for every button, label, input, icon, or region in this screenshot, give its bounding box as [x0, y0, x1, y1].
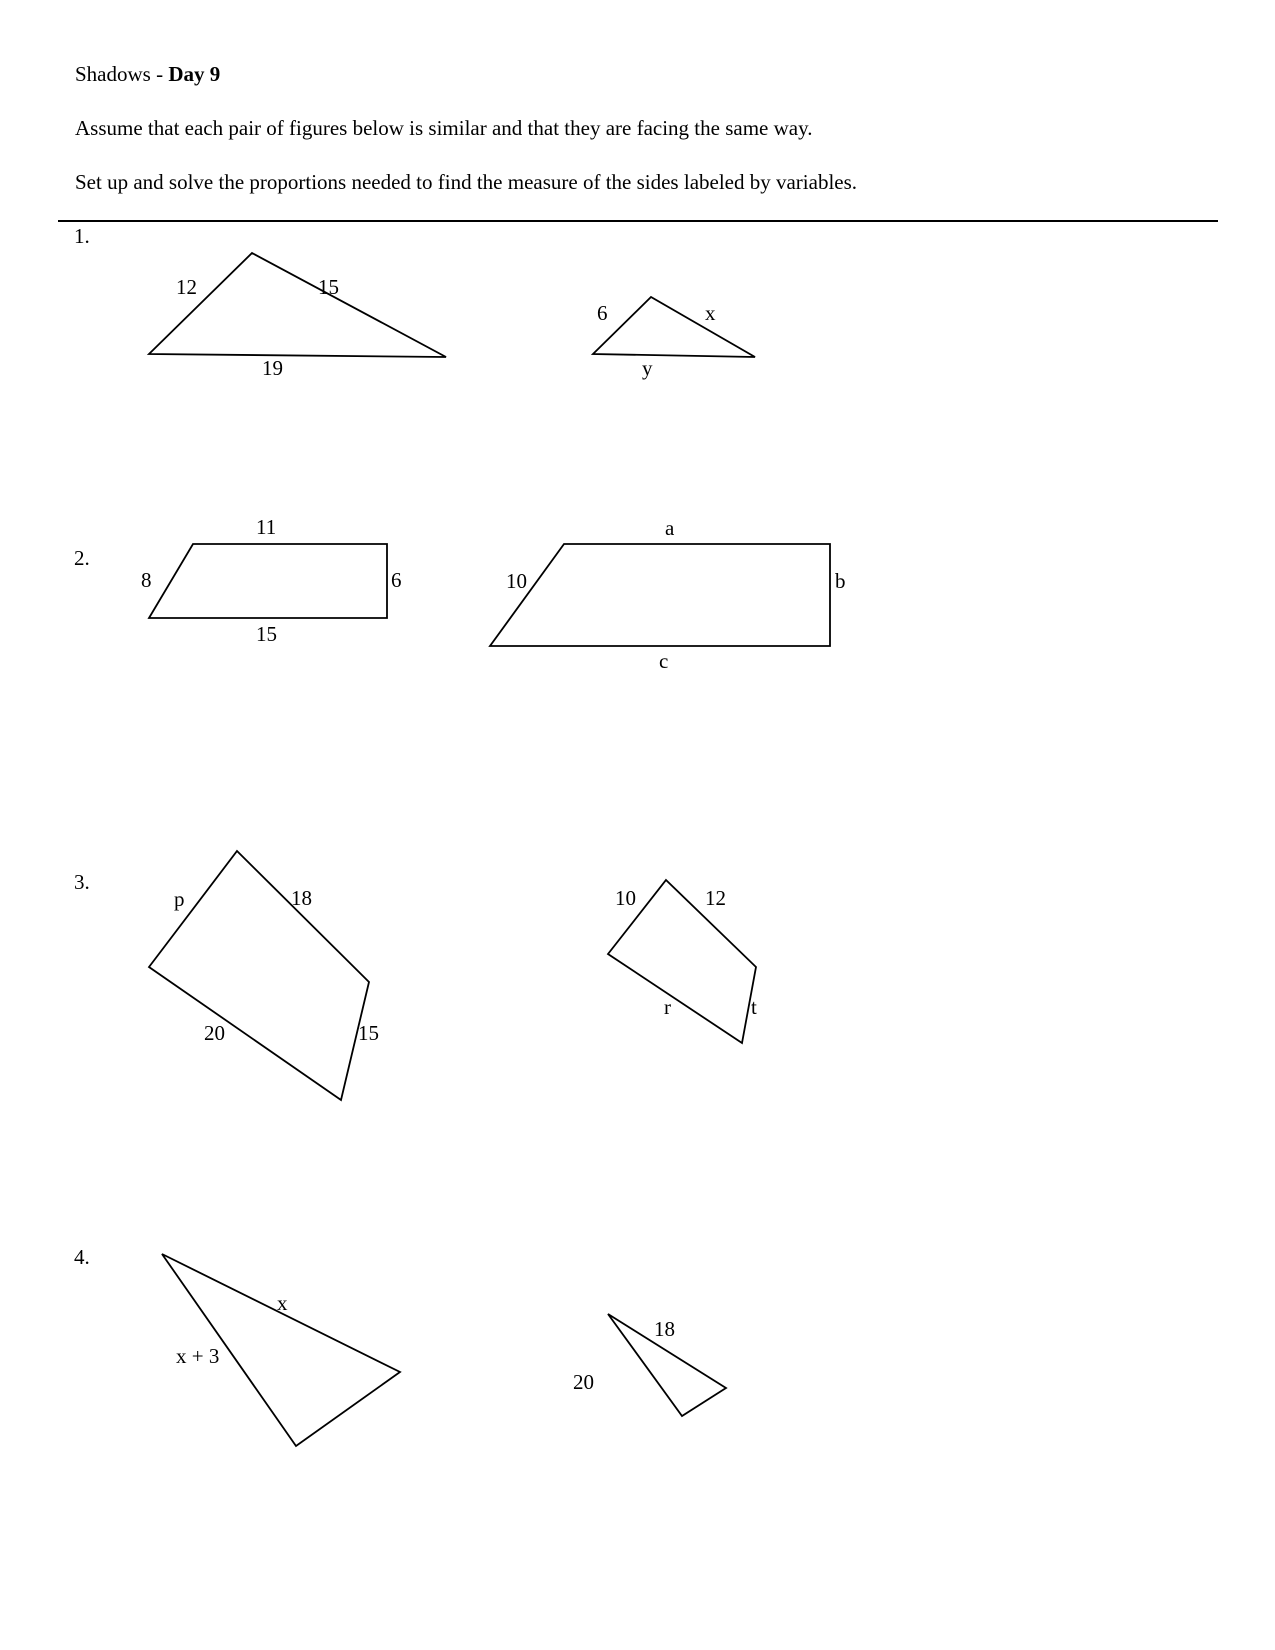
- p1-small-bottom-label: y: [642, 356, 653, 380]
- instruction-proportions: Set up and solve the proportions needed to find the measure of the sides labeled by variables.: [75, 170, 858, 194]
- problem-4-number: 4.: [74, 1245, 90, 1269]
- problem-3-number: 3.: [74, 870, 90, 894]
- p2-small-top-label: 11: [256, 515, 277, 539]
- problem-2-figures: [141, 515, 846, 673]
- problem-1-figures: [149, 253, 755, 380]
- instruction-similarity: Assume that each pair of figures below is similar and that they are facing the same way.: [75, 116, 813, 140]
- p3-small-lower-left-label: r: [664, 995, 671, 1019]
- p2-small-bottom-label: 15: [256, 622, 277, 646]
- p2-small-right-label: 6: [391, 568, 402, 592]
- p2-small-left-label: 8: [141, 568, 152, 592]
- p3-large-upper-right-label: 18: [291, 886, 312, 910]
- p1-triangle-small: [593, 297, 755, 357]
- problem-3-figures: [149, 851, 757, 1100]
- p3-small-upper-right-label: 12: [705, 886, 726, 910]
- p2-large-bottom-label: c: [659, 649, 669, 673]
- p4-small-top-label: 18: [654, 1317, 675, 1341]
- p4-small-left-label: 20: [573, 1370, 594, 1394]
- p1-small-right-label: x: [705, 301, 716, 325]
- p1-large-bottom-label: 19: [262, 356, 283, 380]
- title-day: Day 9: [168, 62, 221, 86]
- p2-large-top-label: a: [665, 516, 675, 540]
- title-prefix: Shadows -: [75, 62, 169, 86]
- p4-large-left-label: x + 3: [176, 1344, 220, 1368]
- p3-large-lower-left-label: 20: [204, 1021, 225, 1045]
- p1-large-left-label: 12: [176, 275, 197, 299]
- p2-large-right-label: b: [835, 569, 846, 593]
- p3-large-upper-left-label: p: [174, 887, 185, 911]
- p3-small-upper-left-label: 10: [615, 886, 636, 910]
- p1-triangle-large: [149, 253, 446, 357]
- problem-1-number: 1.: [74, 224, 90, 248]
- p4-large-top-label: x: [277, 1291, 288, 1315]
- p1-large-right-label: 15: [318, 275, 339, 299]
- p3-small-lower-right-label: t: [751, 995, 757, 1019]
- p2-trapezoid-large: [490, 544, 830, 646]
- problem-4-figures: [162, 1254, 726, 1446]
- p3-large-lower-right-label: 15: [358, 1021, 379, 1045]
- p1-small-left-label: 6: [597, 301, 608, 325]
- problem-2-number: 2.: [74, 546, 90, 570]
- p2-trapezoid-small: [149, 544, 387, 618]
- p2-large-left-label: 10: [506, 569, 527, 593]
